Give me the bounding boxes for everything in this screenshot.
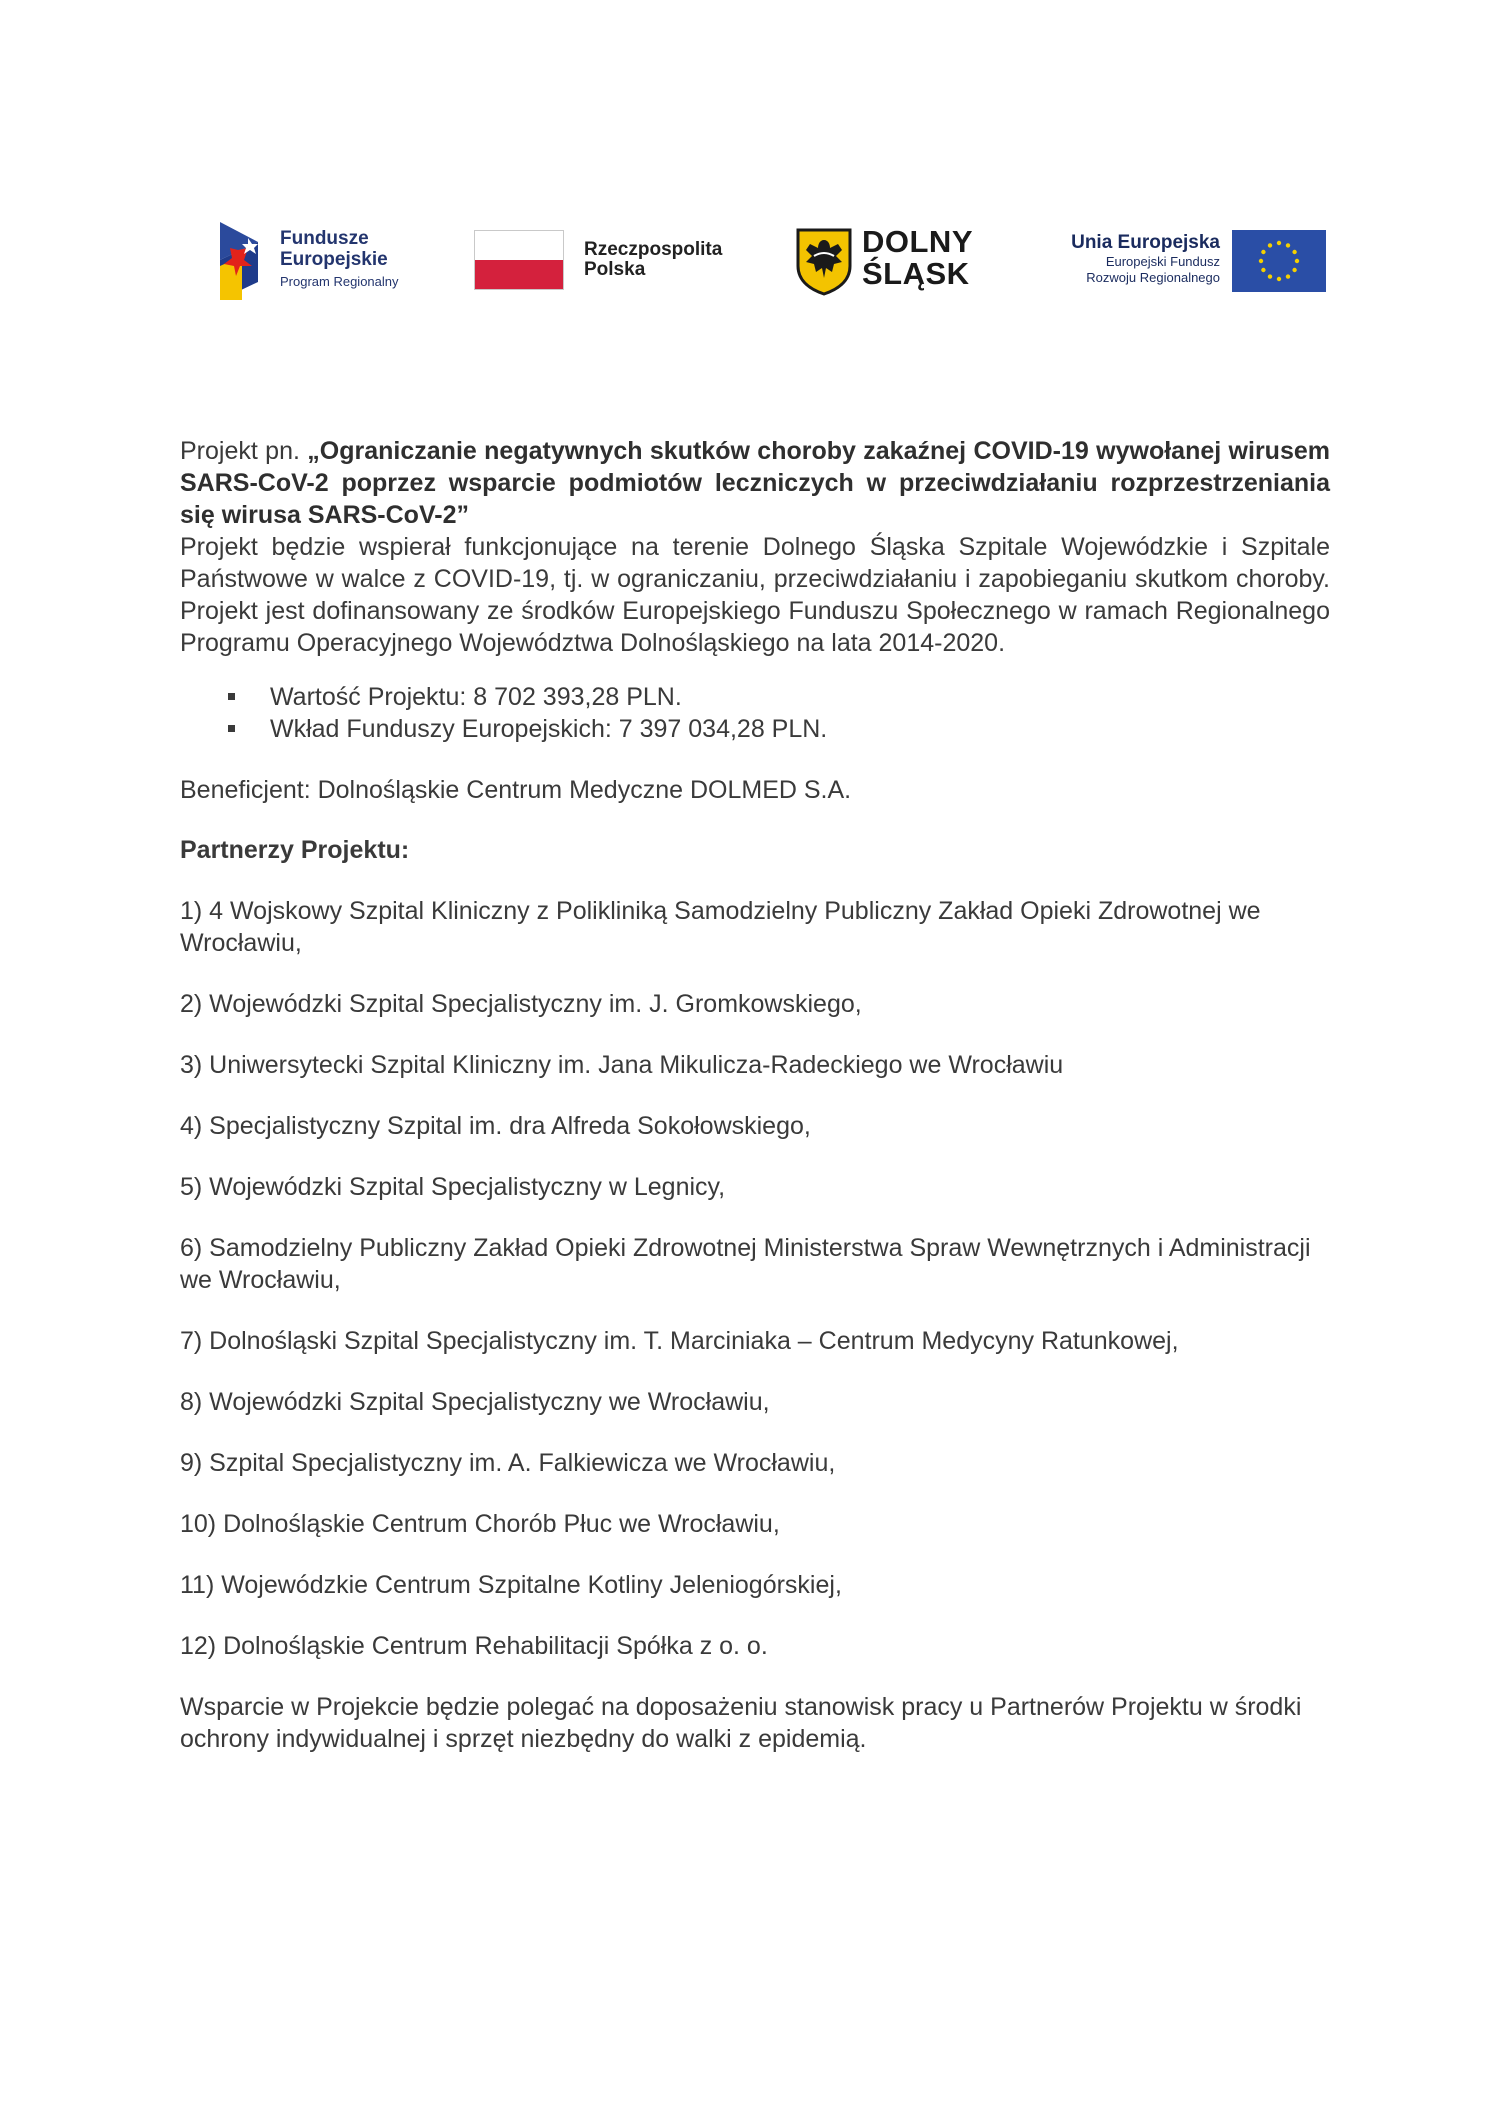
project-description: Projekt będzie wspierał funkcjonujące na terenie Dolnego Śląska Szpitale Wojewódzkie i Szpitale Państwowe w walce z COVID-19, tj. w ograniczaniu, przeciwdziałaniu i zapobieganiu skutkom choroby. Projekt jest dofinansowany ze środków Europejskiego Funduszu Społecznego w ramach Regionalnego Programu Operacyjnego Województwa Dolnośląskiego na lata 2014-2020. (180, 533, 1330, 657)
eagle-shield-icon (796, 228, 852, 296)
partner-item: 3) Uniwersytecki Szpital Kliniczny im. Jana Mikulicza-Radeckiego we Wrocławiu (180, 1051, 1064, 1079)
ue-logo-line2: Europejski Fundusz (1105, 254, 1220, 269)
partner-item: 4) Specjalistyczny Szpital im. dra Alfreda Sokołowskiego, (180, 1112, 811, 1140)
polish-flag-icon (474, 230, 564, 290)
beneficiary: Beneficjent: Dolnośląskie Centrum Medyczne DOLMED S.A. (180, 776, 852, 804)
list-item (228, 713, 1330, 745)
project-intro (180, 435, 1330, 659)
partner-item: 7) Dolnośląski Szpital Specjalistyczny im. T. Marciniaka – Centrum Medycyny Ratunkowej, (180, 1327, 1179, 1355)
bullet-square-icon (228, 725, 235, 732)
partner-item: 8) Wojewódzki Szpital Specjalistyczny we Wrocławiu, (180, 1388, 770, 1416)
eu-flag-icon (1232, 230, 1326, 292)
partners-heading: Partnerzy Projektu: (180, 836, 410, 864)
list-item (228, 681, 1330, 713)
ds-logo-line1: DOLNY (862, 224, 973, 259)
project-value: Wartość Projektu: 8 702 393,28 PLN. (270, 683, 682, 711)
bullet-square-icon (228, 693, 235, 700)
eu-contribution: Wkład Funduszy Europejskich: 7 397 034,28 PLN. (270, 715, 828, 743)
fe-logo-line1: Fundusze (280, 228, 369, 249)
fe-logo-line3: Program Regionalny (280, 274, 399, 289)
partner-item: 6) Samodzielny Publiczny Zakład Opieki Zdrowotnej Ministerstwa Spraw Wewnętrznych i Administracji we Wrocławiu, (180, 1234, 1311, 1294)
rp-logo-line1: Rzeczpospolita (584, 239, 723, 260)
project-values-list (180, 681, 1330, 745)
rp-logo-line2: Polska (584, 259, 646, 280)
partner-item: 11) Wojewódzkie Centrum Szpitalne Kotliny Jeleniogórskiej, (180, 1571, 842, 1599)
partner-item: 2) Wojewódzki Szpital Specjalistyczny im. J. Gromkowskiego, (180, 990, 862, 1018)
ue-logo-line3: Rozwoju Regionalnego (1086, 270, 1220, 285)
closing-paragraph: Wsparcie w Projekcie będzie polegać na doposażeniu stanowisk pracy u Partnerów Projektu w środki ochrony indywidualnej i sprzęt niezbędny do walki z epidemią. (180, 1693, 1302, 1753)
fundusze-europejskie-star-icon (218, 220, 276, 302)
project-title: „Ograniczanie negatywnych skutków choroby zakaźnej COVID-19 wywołanej wirusem SARS-CoV-2 poprzez wsparcie podmiotów leczniczych w przeciwdziałaniu rozprzestrzeniania się wirusa SARS-CoV-2” (180, 437, 1330, 529)
partner-item: 9) Szpital Specjalistyczny im. A. Falkiewicza we Wrocławiu, (180, 1449, 836, 1477)
partner-item: 12) Dolnośląskie Centrum Rehabilitacji Spółka z o. o. (180, 1632, 768, 1660)
partner-item: 1) 4 Wojskowy Szpital Kliniczny z Polikliniką Samodzielny Publiczny Zakład Opieki Zdrowotnej we Wrocławiu, (180, 897, 1261, 957)
ue-logo-line1: Unia Europejska (1071, 232, 1220, 253)
document-body (180, 435, 1330, 1755)
project-lead: Projekt pn. (180, 437, 308, 465)
partner-item: 5) Wojewódzki Szpital Specjalistyczny w Legnicy, (180, 1173, 726, 1201)
fe-logo-line2: Europejskie (280, 249, 388, 270)
logo-band (218, 218, 1328, 308)
ds-logo-line2: ŚLĄSK (862, 256, 970, 291)
partner-item: 10) Dolnośląskie Centrum Chorób Płuc we Wrocławiu, (180, 1510, 780, 1538)
